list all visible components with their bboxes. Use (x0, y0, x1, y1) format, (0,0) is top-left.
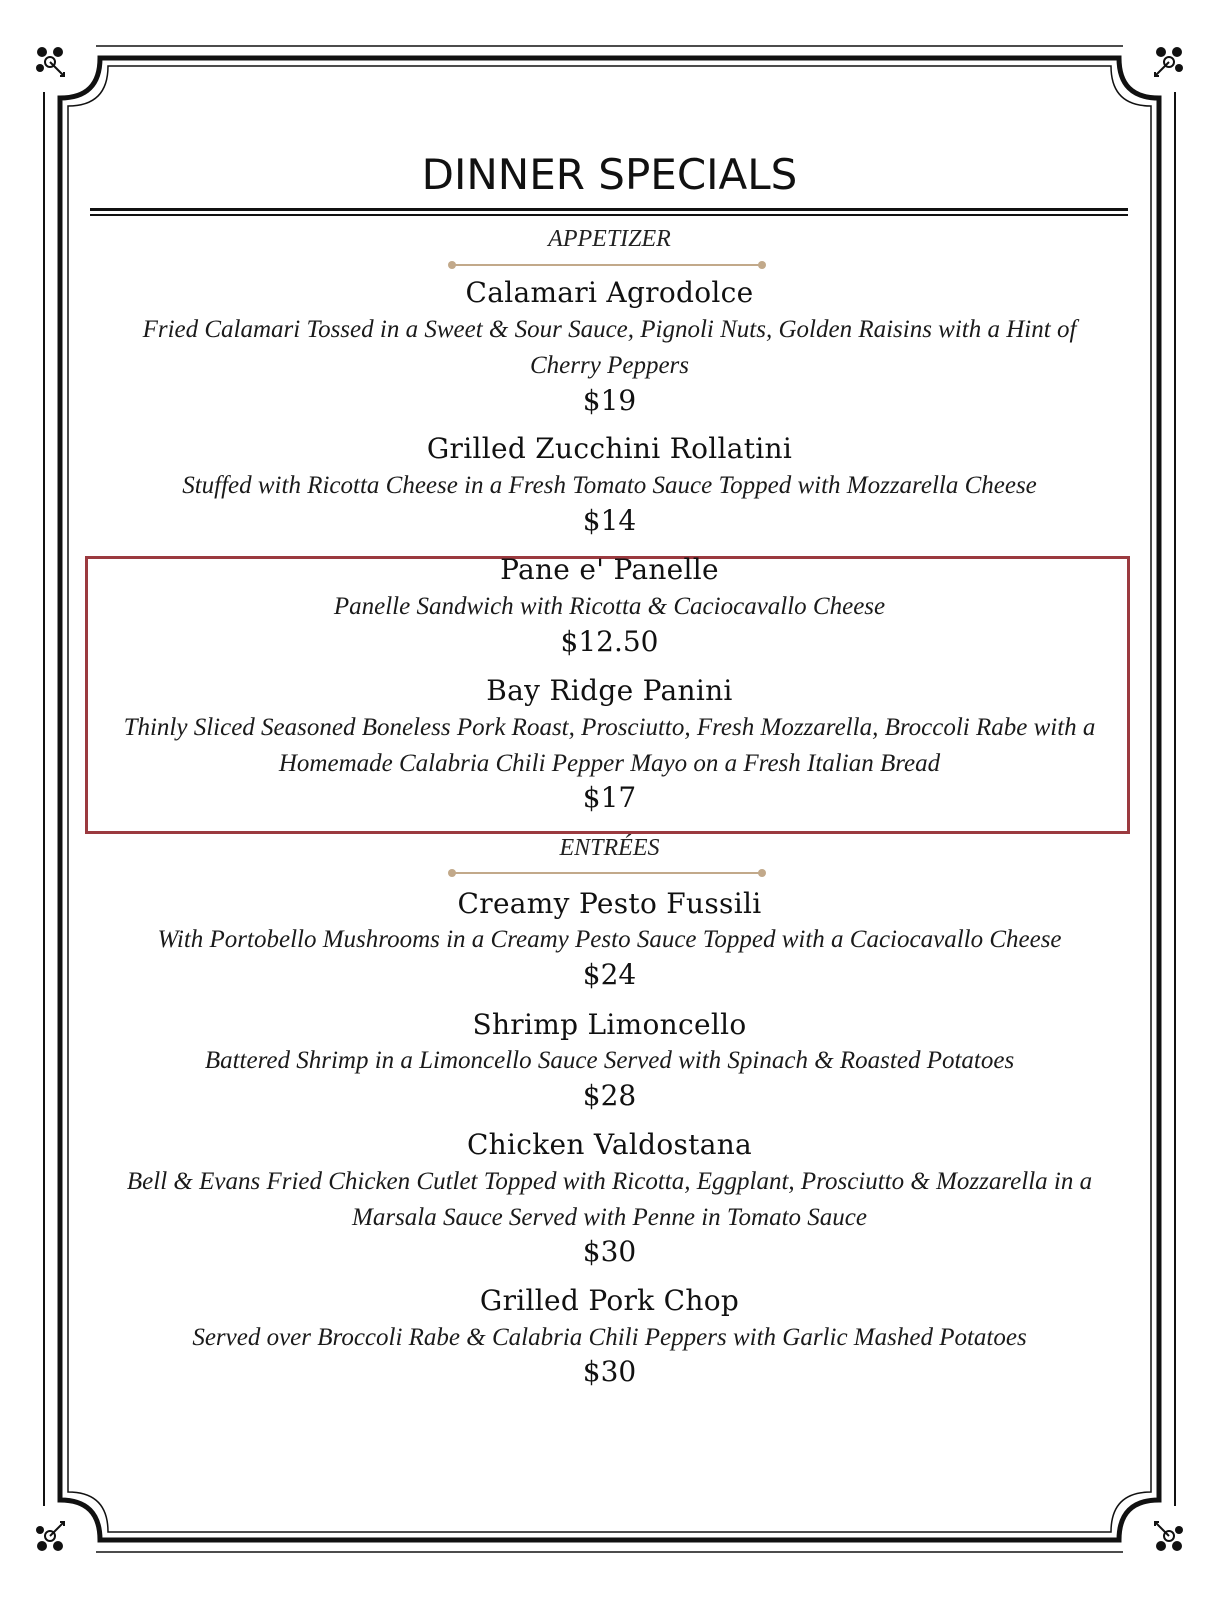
menu-item-price: $12.50 (560, 625, 659, 658)
menu-item-price: $30 (582, 1355, 637, 1388)
floral-corner-icon (36, 47, 64, 76)
menu-item-name: Creamy Pesto Fussili (457, 887, 762, 920)
description-line: Marsala Sauce Served with Penne in Tomato Sauce (352, 1204, 867, 1231)
menu-item-name: Grilled Pork Chop (479, 1284, 740, 1317)
description-line: Fried Calamari Tossed in a Sweet & Sour Sauce, Pignoli Nuts, Golden Raisins with a Hint of (142, 316, 1077, 343)
menu-item-price: $17 (582, 781, 637, 814)
description-line: Panelle Sandwich with Ricotta & Caciocavallo Cheese (333, 593, 886, 620)
page-title: DINNER SPECIALS (421, 150, 798, 199)
menu-item-description (95, 710, 1124, 782)
menu-item-description (95, 922, 1124, 958)
section-label-appetizer: APPETIZER (548, 226, 671, 252)
menu-item-price: $14 (582, 504, 637, 537)
menu-item-name: Bay Ridge Panini (486, 674, 733, 707)
section-divider (447, 868, 767, 878)
section-label-entrees: ENTRÉES (559, 835, 660, 861)
menu-item-name: Grilled Zucchini Rollatini (426, 432, 793, 465)
menu-item-description (95, 589, 1124, 625)
menu-item-description (95, 1164, 1124, 1236)
description-line: Homemade Calabria Chili Pepper Mayo on a Fresh Italian Bread (278, 750, 941, 777)
menu-item-price: $19 (582, 384, 637, 417)
menu-item-name: Chicken Valdostana (466, 1128, 753, 1161)
menu-item-price: $30 (582, 1235, 637, 1268)
description-line: Cherry Peppers (530, 352, 689, 379)
menu-item-description (95, 468, 1124, 504)
floral-corner-icon (36, 1522, 64, 1551)
menu-item-description (95, 1043, 1124, 1079)
title-rule-top (90, 208, 1128, 211)
menu-item-price: $24 (582, 958, 637, 991)
floral-corner-icon (1155, 1522, 1183, 1551)
description-line: Battered Shrimp in a Limoncello Sauce Served with Spinach & Roasted Potatoes (204, 1047, 1015, 1074)
floral-corner-icon (1155, 47, 1183, 76)
menu-item-description (95, 312, 1124, 384)
description-line: Stuffed with Ricotta Cheese in a Fresh Tomato Sauce Topped with Mozzarella Cheese (182, 472, 1037, 499)
description-line: Bell & Evans Fried Chicken Cutlet Topped with Ricotta, Eggplant, Prosciutto & Mozzarella in a (126, 1168, 1093, 1195)
menu-item-price: $28 (582, 1079, 637, 1112)
description-line: Thinly Sliced Seasoned Boneless Pork Roast, Prosciutto, Fresh Mozzarella, Broccoli Rabe with a (123, 714, 1096, 741)
title-rule-bottom (90, 214, 1128, 216)
menu-item-name: Pane e' Panelle (500, 553, 719, 586)
menu-item-description (95, 1320, 1124, 1356)
description-line: Served over Broccoli Rabe & Calabria Chili Peppers with Garlic Mashed Potatoes (192, 1324, 1027, 1351)
section-divider (447, 260, 767, 270)
menu-item-name: Calamari Agrodolce (465, 276, 754, 309)
menu-item-name: Shrimp Limoncello (472, 1008, 747, 1041)
description-line: With Portobello Mushrooms in a Creamy Pesto Sauce Topped with a Caciocavallo Cheese (157, 926, 1062, 953)
